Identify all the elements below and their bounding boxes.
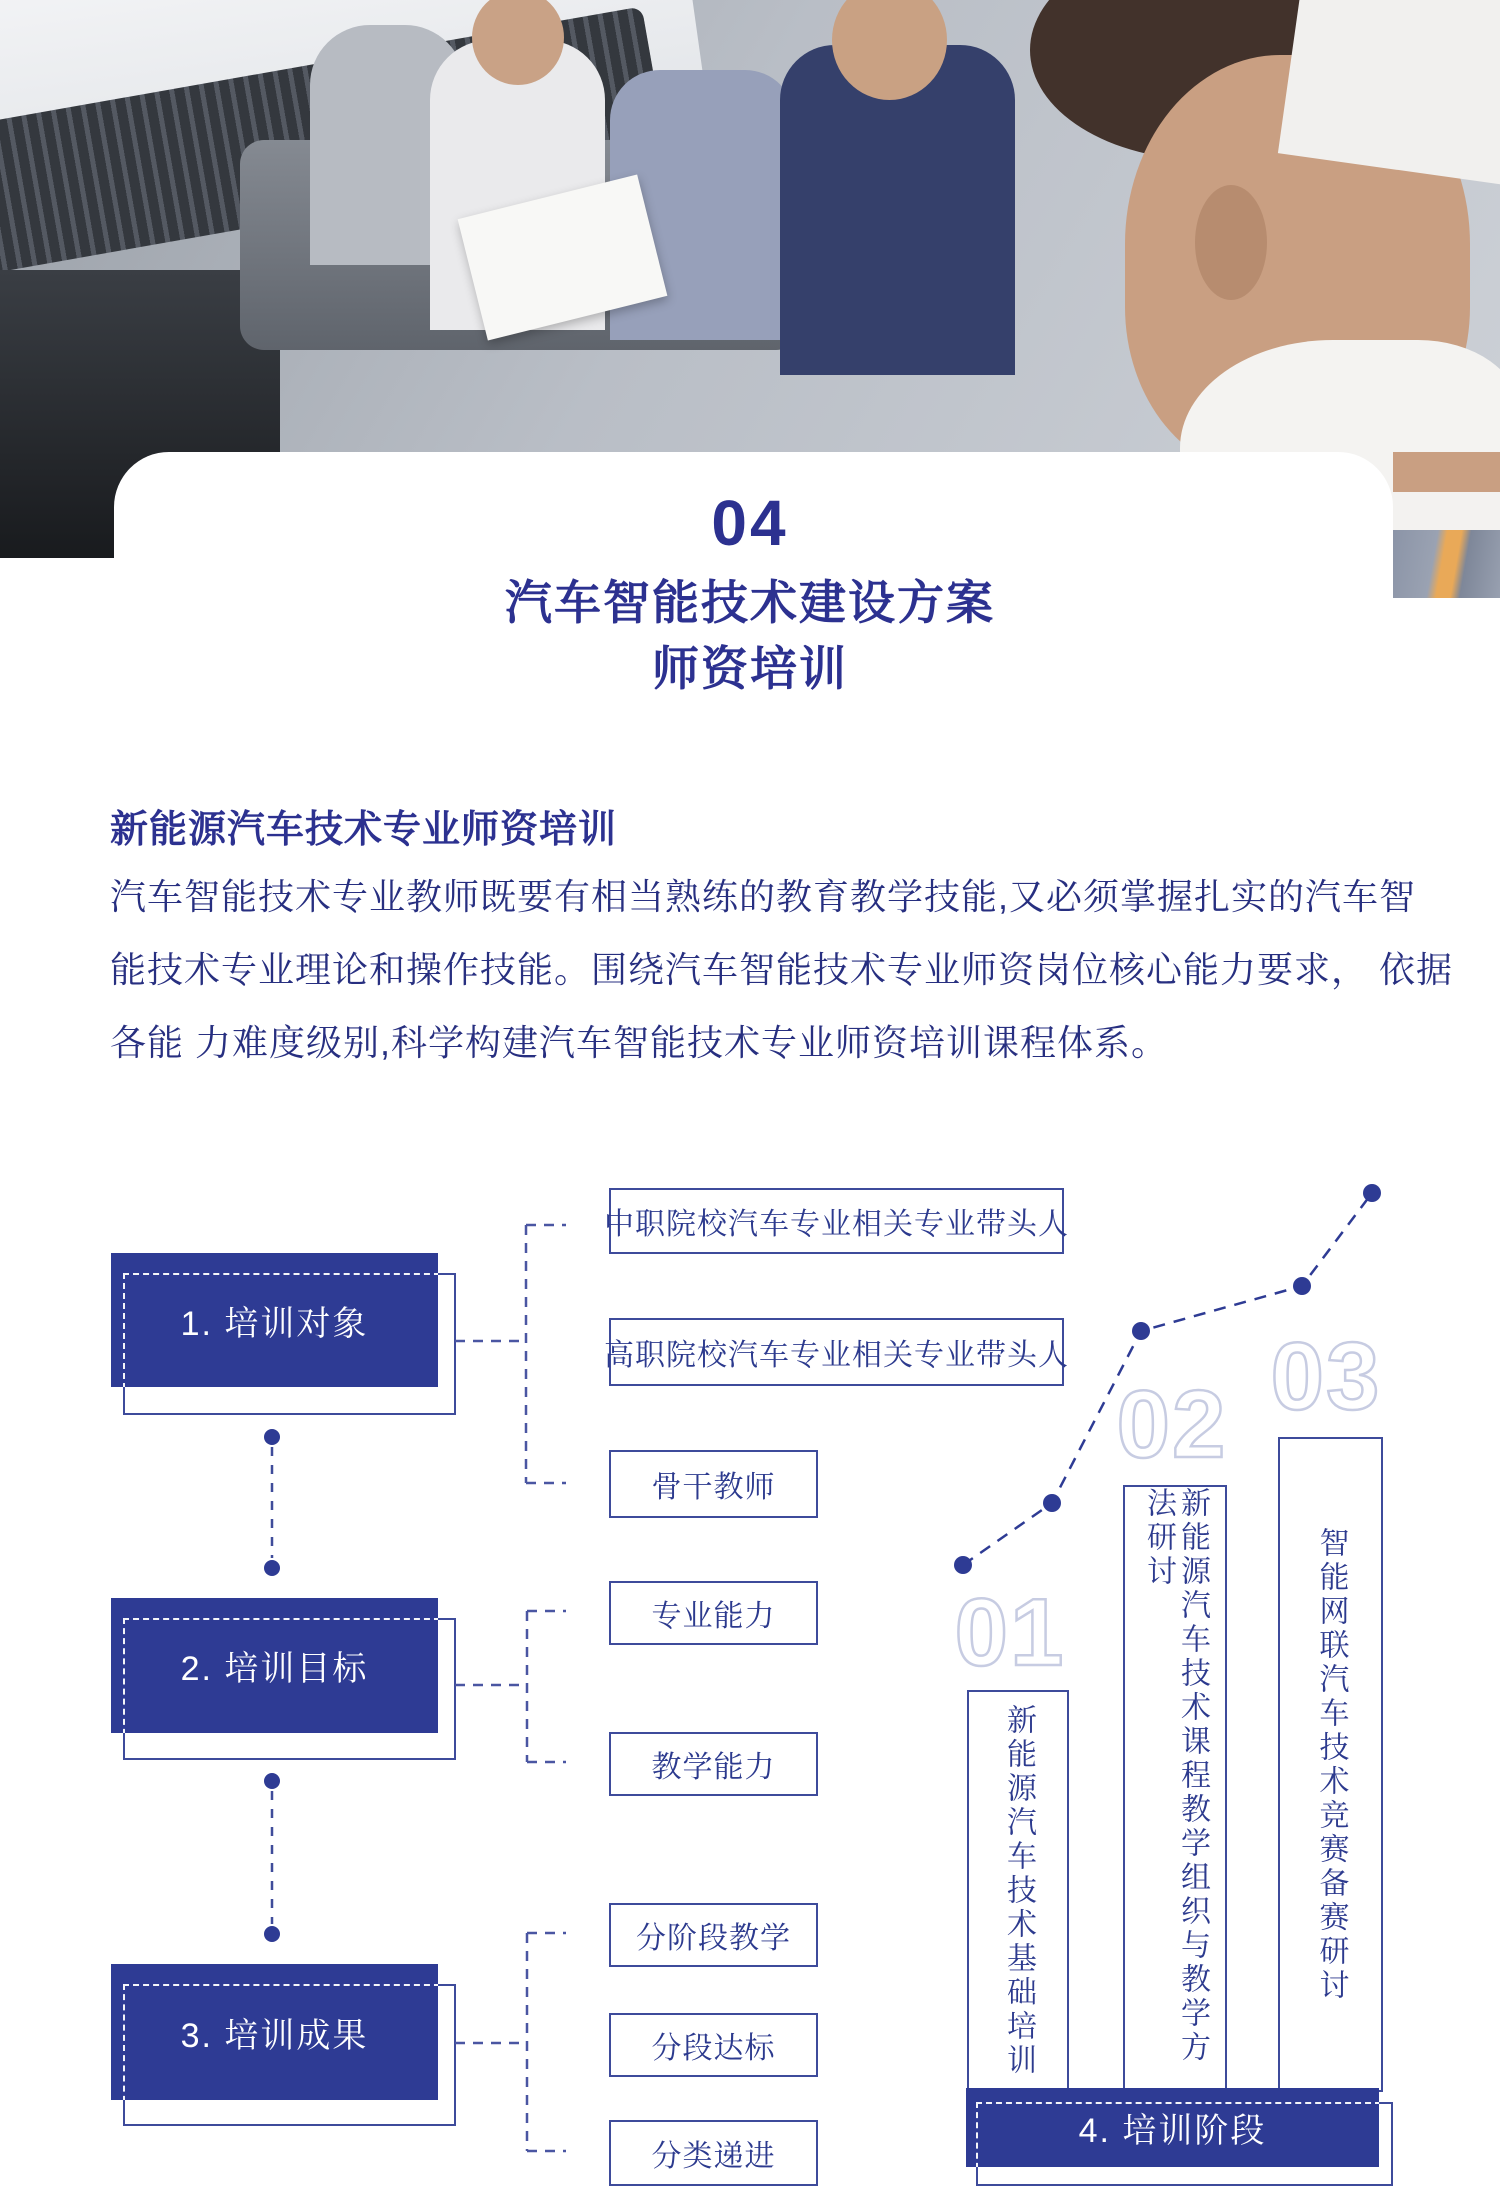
item-teaching-ability: 教学能力 [609,1732,818,1796]
node-training-results [111,1964,438,2100]
stage-bar-3 [1278,1437,1383,2092]
bracket-group-3 [455,1933,566,2151]
node-label: 1. 培训对象 [180,1304,369,1343]
item-classified-progression: 分类递进 [609,2120,818,2186]
stage-bar-label: 新能源汽车技术基础培训 [1002,1704,1035,2078]
page-subtitle: 师资培训 [652,642,848,695]
stage-bar-label: 智能网联汽车技术竞赛备赛研讨 [1314,1526,1348,2003]
intro-line: 汽车智能技术专业教师既要有相当熟练的教育教学技能,又必须掌握扎实的汽车智 [110,876,1417,917]
item-higher-vocational-leaders: 高职院校汽车专业相关专业带头人 [609,1318,1064,1386]
stage-bar-1 [967,1690,1069,2092]
stage-bar-2 [1123,1485,1227,2092]
intro-paragraph [110,860,1454,1079]
node-training-stages [966,2088,1379,2167]
item-segment-standards: 分段达标 [609,2013,818,2077]
band-label: 4. 培训阶段 [1078,2112,1267,2150]
stage-digit-03: 03 [1270,1323,1382,1430]
stage-digit-02: 02 [1116,1371,1228,1478]
photo-foreground-ear [1195,185,1267,300]
stage-digit-01: 01 [954,1579,1066,1686]
item-backbone-teachers: 骨干教师 [609,1450,818,1518]
item-secondary-vocational-leaders: 中职院校汽车专业相关专业带头人 [609,1188,1064,1254]
bracket-group-2 [455,1611,566,1762]
intro-line: 能技术专业理论和操作技能。围绕汽车智能技术专业师资岗位核心能力要求， 依据 [110,949,1454,990]
intro-line: 各能 力难度级别,科学构建汽车智能技术专业师资培训课程体系。 [110,1022,1169,1063]
item-professional-ability: 专业能力 [609,1581,818,1645]
page-title: 汽车智能技术建设方案 [505,576,995,629]
stage-bar-label: 新能源汽车技术课程教学组织与教学方法研讨 [1142,1487,1209,2065]
section-number: 04 [711,487,789,559]
node-label: 2. 培训目标 [180,1650,369,1688]
node-training-goals [111,1598,438,1733]
item-staged-teaching: 分阶段教学 [609,1903,818,1967]
intro-heading: 新能源汽车技术专业师资培训 [110,809,618,851]
node-training-targets [111,1253,438,1387]
bracket-group-1 [455,1225,566,1483]
node-label: 3. 培训成果 [180,2016,369,2055]
photo-shirt-top-right [1278,0,1500,185]
